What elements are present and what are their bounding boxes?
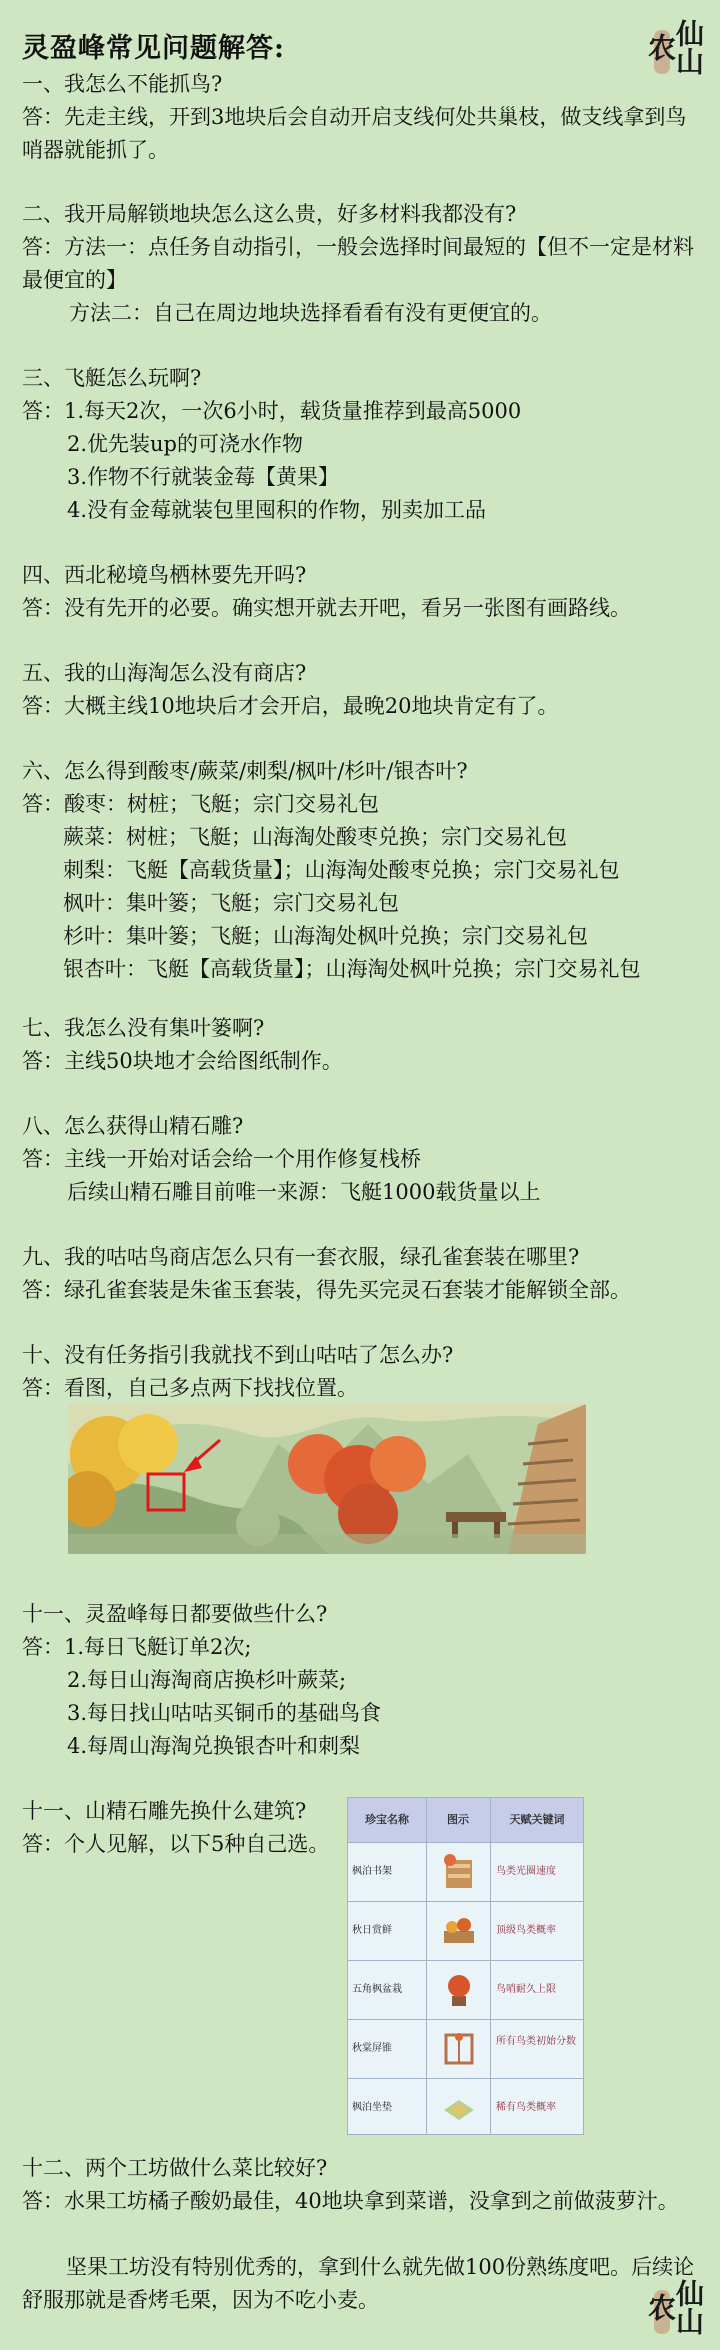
map-location-illustration [68, 1404, 586, 1554]
question-7: 七、我怎么没有集叶篓啊? [22, 1016, 265, 1040]
question-4: 四、西北秘境鸟栖林要先开吗? [22, 563, 307, 587]
answer-10: 答：看图，自己多点两下找找位置。 [22, 1376, 358, 1400]
table-row-3-name: 五角枫盆栽 [352, 1984, 402, 1995]
answer-11-line-3: 3.每日找山咕咕买铜币的基础鸟食 [67, 1701, 382, 1725]
answer-3-line-4: 4.没有金莓就装包里囤积的作物，别卖加工品 [67, 498, 487, 522]
table-row-4-effect: 所有鸟类初始分数 [496, 2036, 576, 2047]
question-8: 八、怎么获得山精石雕? [22, 1114, 244, 1138]
cushion-icon [440, 2088, 478, 2128]
answer-8-line-2: 后续山精石雕目前唯一来源：飞艇1000载货量以上 [67, 1180, 541, 1204]
answer-12-line-2: 坚果工坊没有特别优秀的，拿到什么就先做100份熟练度吧。后续论舒服那就是香烤毛栗，因为不吃小麦。 [22, 2255, 695, 2312]
answer-9: 答：绿孔雀套装是朱雀玉套装，得先买完灵石套装才能解锁全部。 [22, 1278, 631, 1302]
screen-icon [440, 2029, 478, 2069]
brand-logo-bottom-text: 仙山农 [644, 2279, 705, 2335]
answer-6-line-2: 蕨菜：树桩；飞艇；山海淘处酸枣兑换；宗门交易礼包 [63, 825, 567, 849]
answer-11-line-4: 4.每周山海淘兑换银杏叶和刺梨 [67, 1734, 361, 1758]
question-6: 六、怎么得到酸枣/蕨菜/刺梨/枫叶/杉叶/银杏叶? [22, 759, 468, 783]
question-1: 一、我怎么不能抓鸟? [22, 72, 223, 96]
table-row-4-name: 秋棠屏锥 [352, 2043, 392, 2054]
treasure-table [347, 1797, 584, 2135]
answer-3-line-3: 3.作物不行就装金莓【黄果】 [67, 465, 340, 489]
bookshelf-icon [440, 1852, 478, 1892]
table-header-name: 珍宝名称 [365, 1813, 409, 1826]
answer-2-method-2: 方法二：自己在周边地块选择看看有没有更便宜的。 [69, 301, 552, 325]
answer-11-line-1: 答：1.每日飞艇订单2次; [22, 1635, 252, 1659]
brand-logo-bottom [644, 2262, 716, 2348]
page-title: 灵盈峰常见问题解答: [22, 33, 285, 64]
table-row-2-effect: 顶级鸟类概率 [496, 1925, 556, 1936]
answer-1: 答：先走主线，开到3地块后会自动开启支线何处共巢枝，做支线拿到鸟哨器就能抓了。 [22, 105, 687, 162]
maple-bonsai-icon [440, 1970, 478, 2010]
answer-6-line-1: 答：酸枣：树桩；飞艇；宗门交易礼包 [22, 792, 379, 816]
answer-4: 答：没有先开的必要。确实想开就去开吧，看另一张图有画路线。 [22, 596, 631, 620]
question-12: 十二、两个工坊做什么菜比较好? [22, 2156, 328, 2180]
answer-3-line-1: 答：1.每天2次，一次6小时，载货量推荐到最高5000 [22, 399, 522, 423]
answer-11-line-2: 2.每日山海淘商店换杉叶蕨菜; [67, 1668, 347, 1692]
table-row-5-effect: 稀有鸟类概率 [496, 2102, 556, 2113]
answer-7: 答：主线50块地才会给图纸制作。 [22, 1049, 343, 1073]
table-row-2-name: 秋日赏鲜 [352, 1925, 392, 1936]
answer-5: 答：大概主线10地块后才会开启，最晚20地块肯定有了。 [22, 694, 559, 718]
answer-2-method-1: 答：方法一：点任务自动指引，一般会选择时间最短的【但不一定是材料最便宜的】 [22, 235, 694, 292]
answer-6-line-6: 银杏叶：飞艇【高载货量】；山海淘处枫叶兑换；宗门交易礼包 [63, 957, 641, 981]
table-header-keyword: 天赋关键词 [509, 1813, 565, 1826]
brand-logo-text: 仙山农 [644, 19, 705, 75]
question-10: 十、没有任务指引我就找不到山咕咕了怎么办? [22, 1343, 454, 1367]
question-9: 九、我的咕咕鸟商店怎么只有一套衣服，绿孔雀套装在哪里? [22, 1245, 580, 1269]
answer-6-line-4: 枫叶：集叶篓；飞艇；宗门交易礼包 [63, 891, 399, 915]
autumn-scene-image [68, 1404, 586, 1554]
question-3: 三、飞艇怎么玩啊? [22, 366, 202, 390]
question-2: 二、我开局解锁地块怎么这么贵，好多材料我都没有? [22, 202, 517, 226]
question-5: 五、我的山海淘怎么没有商店? [22, 661, 307, 685]
answer-11b: 答：个人见解，以下5种自己选。 [22, 1832, 330, 1856]
question-11: 十一、灵盈峰每日都要做些什么? [22, 1602, 328, 1626]
answer-12-line-1: 答：水果工坊橘子酸奶最佳，40地块拿到菜谱，没拿到之前做菠萝汁。 [22, 2189, 679, 2213]
answer-6-line-5: 杉叶：集叶篓；飞艇；山海淘处枫叶兑换；宗门交易礼包 [63, 924, 588, 948]
answer-8-line-1: 答：主线一开始对话会给一个用作修复栈桥 [22, 1147, 421, 1171]
autumn-feast-icon [440, 1911, 478, 1951]
answer-3-line-2: 2.优先装up的可浇水作物 [67, 432, 304, 456]
table-row-1-effect: 鸟类光圈速度 [496, 1866, 556, 1877]
question-11b: 十一、山精石雕先换什么建筑? [22, 1799, 307, 1823]
table-row-5-name: 枫泊坐垫 [352, 2102, 392, 2113]
answer-6-line-3: 刺梨：飞艇【高载货量】；山海淘处酸枣兑换；宗门交易礼包 [63, 858, 620, 882]
table-row-1-name: 枫泊书架 [352, 1866, 392, 1877]
table-row-3-effect: 鸟哨耐久上限 [496, 1984, 556, 1995]
table-header-icon: 图示 [447, 1813, 469, 1826]
